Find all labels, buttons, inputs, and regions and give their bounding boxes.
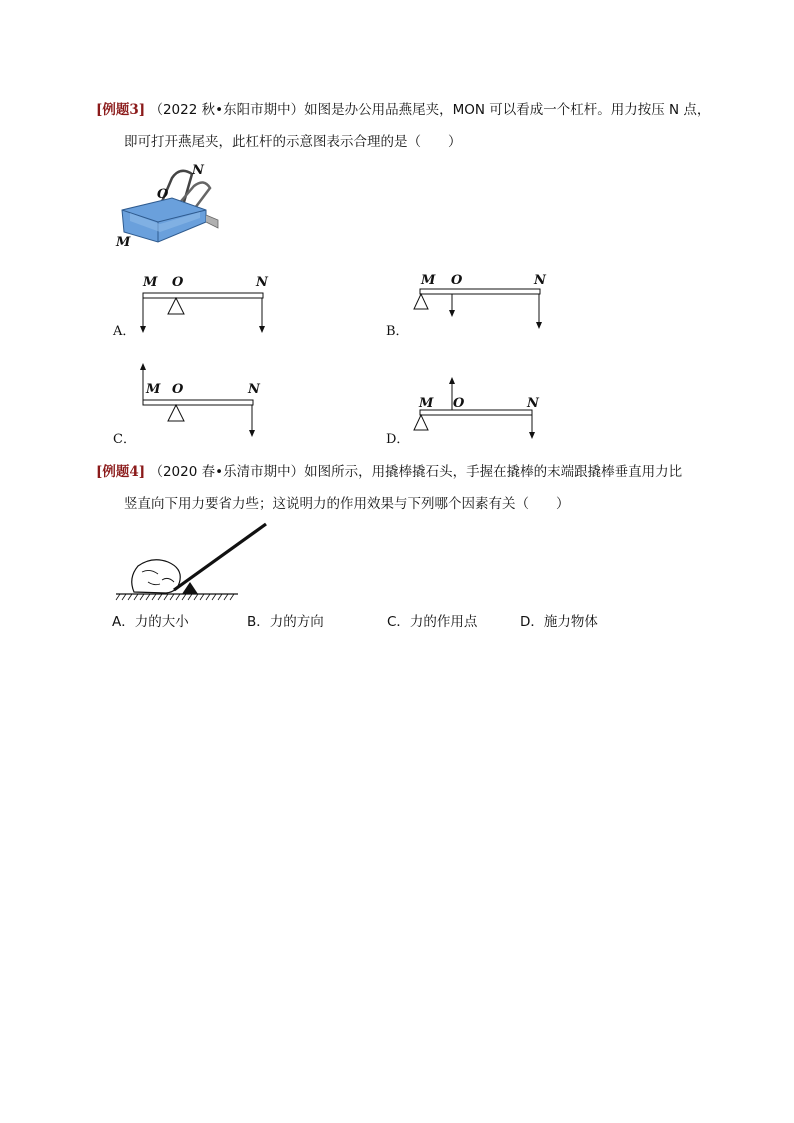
c-label-m: M: [146, 382, 161, 397]
q3-line1: [96, 100, 710, 120]
q4-choice-b[interactable]: B．力的方向: [247, 614, 324, 630]
a-label-m: M: [143, 275, 158, 290]
photo-label-m: M: [116, 235, 131, 250]
lever-diagram-c: [135, 360, 275, 440]
b-label-n: N: [534, 273, 546, 288]
c-label-o: O: [172, 382, 184, 397]
q3-tag: [例题3]: [96, 102, 146, 118]
q4-tag: [例题4]: [96, 464, 146, 480]
a-label-o: O: [172, 275, 184, 290]
lever-diagram-b: [412, 286, 552, 334]
d-label-n: N: [527, 396, 539, 411]
option-b-letter[interactable]: B．: [386, 324, 409, 339]
lever-diagram-a: [135, 288, 275, 336]
photo-label-n: N: [192, 163, 204, 178]
q3-text-1: （2022 秋•东阳市期中）如图是办公用品燕尾夹，MON 可以看成一个杠杆。用力按压 N 点，: [149, 102, 711, 118]
q4-text-1: （2020 春•乐清市期中）如图所示，用撬棒撬石头，手握在撬棒的末端跟撬棒垂直用力比: [149, 464, 683, 480]
a-label-n: N: [256, 275, 268, 290]
d-label-m: M: [419, 396, 434, 411]
q4-line2: 竖直向下用力要省力些；这说明力的作用效果与下列哪个因素有关（ ）: [124, 496, 570, 512]
q3-line2: 即可打开燕尾夹，此杠杆的示意图表示合理的是（ ）: [124, 134, 462, 150]
c-label-n: N: [248, 382, 260, 397]
q4-choice-a[interactable]: A．力的大小: [112, 614, 189, 630]
q4-choice-c[interactable]: C．力的作用点: [387, 614, 478, 630]
q4-line1: [96, 462, 682, 482]
b-label-m: M: [421, 273, 436, 288]
d-label-o: O: [453, 396, 465, 411]
option-a-letter[interactable]: A．: [113, 324, 136, 339]
option-c-letter[interactable]: C．: [113, 432, 136, 447]
photo-label-o: O: [157, 187, 169, 202]
option-d-letter[interactable]: D．: [386, 432, 410, 447]
q4-choice-d[interactable]: D．施力物体: [520, 614, 598, 630]
crowbar-rock-image: [112, 520, 272, 604]
b-label-o: O: [451, 273, 463, 288]
